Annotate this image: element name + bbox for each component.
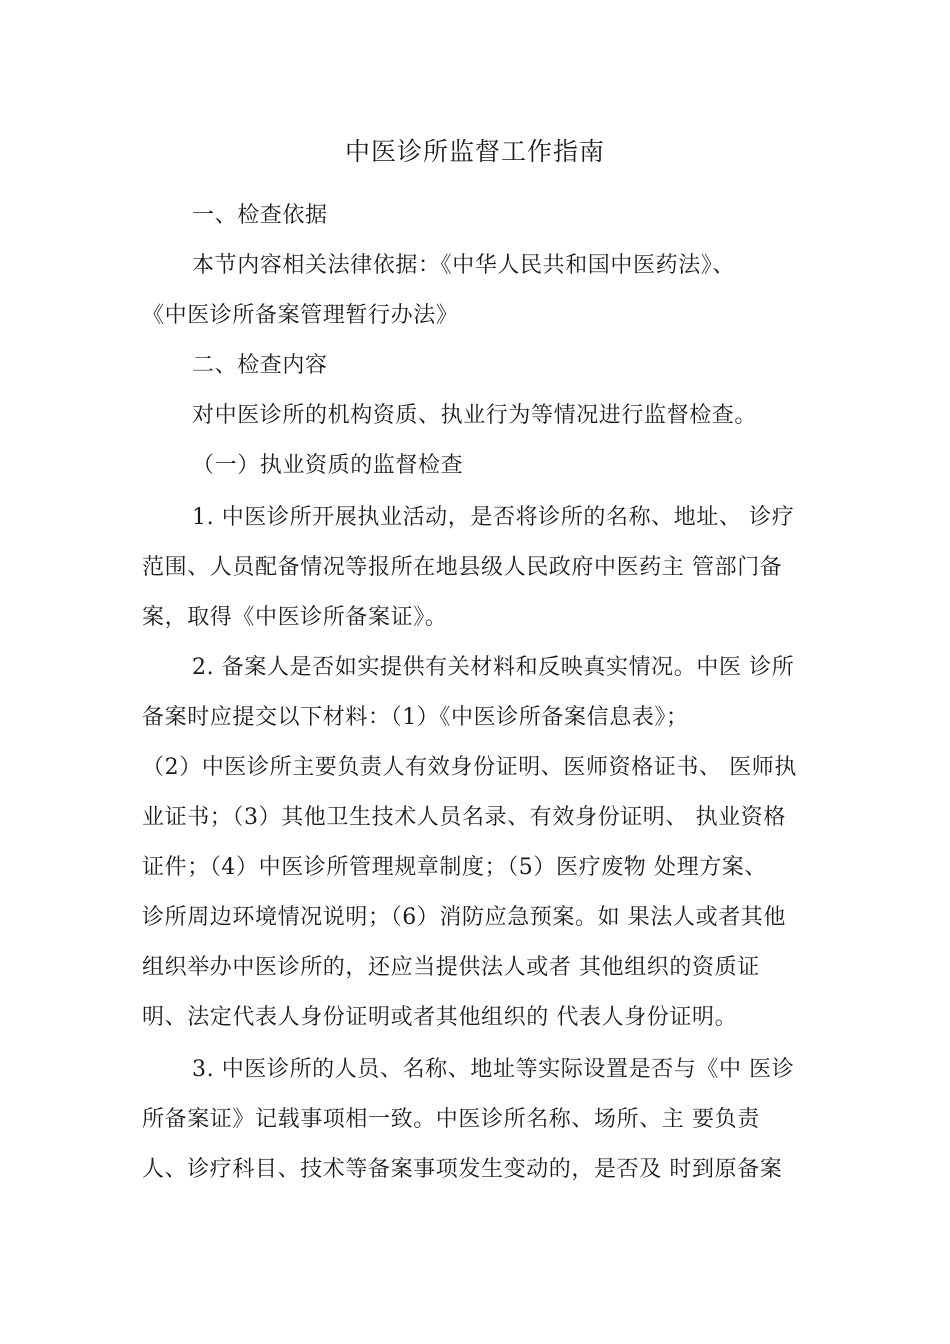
paragraph-line: 所备案证》记载事项相一致。中医诊所名称、场所、主 要负责 xyxy=(142,1107,760,1132)
section-heading-basis: 一、检查依据 xyxy=(192,203,328,228)
paragraph-line: 3. 中医诊所的人员、名称、地址等实际设置是否与《中 医诊 xyxy=(192,1057,795,1082)
paragraph-line: 人、诊疗科目、技术等备案事项发生变动的，是否及 时到原备案 xyxy=(142,1157,783,1182)
paragraph-line: 诊所周边环境情况说明；（6）消防应急预案。如 果法人或者其他 xyxy=(142,905,786,930)
paragraph-line: 《中医诊所备案管理暂行办法》 xyxy=(142,303,459,328)
paragraph-line: 对中医诊所的机构资质、执业行为等情况进行监督检查。 xyxy=(192,403,758,428)
paragraph-line: 备案时应提交以下材料：（1）《中医诊所备案信息表》； xyxy=(142,705,689,730)
paragraph-line: 2. 备案人是否如实提供有关材料和反映真实情况。中医 诊所 xyxy=(192,655,795,680)
paragraph-line: （2）中医诊所主要负责人有效身份证明、医师资格证书、 医师执 xyxy=(142,755,797,780)
paragraph-line: 证件；（4）中医诊所管理规章制度；（5）医疗废物 处理方案、 xyxy=(142,855,767,880)
paragraph-line: 本节内容相关法律依据：《中华人民共和国中医药法》、 xyxy=(192,253,736,278)
paragraph-line: 案，取得《中医诊所备案证》。 xyxy=(142,605,448,630)
paragraph-line: 业证书；（3）其他卫生技术人员名录、有效身份证明、 执业资格 xyxy=(142,805,786,830)
subsection-heading: （一）执业资质的监督检查 xyxy=(192,453,464,478)
paragraph-line: 1. 中医诊所开展执业活动，是否将诊所的名称、地址、 诊疗 xyxy=(192,505,795,530)
paragraph-line: 范围、人员配备情况等报所在地县级人民政府中医药主 管部门备 xyxy=(142,555,783,580)
document-title: 中医诊所监督工作指南 xyxy=(344,137,605,166)
section-heading-content: 二、检查内容 xyxy=(192,353,328,378)
paragraph-line: 组织举办中医诊所的，还应当提供法人或者 其他组织的资质证 xyxy=(142,955,760,980)
paragraph-line: 明、法定代表人身份证明或者其他组织的 代表人身份证明。 xyxy=(142,1005,738,1030)
